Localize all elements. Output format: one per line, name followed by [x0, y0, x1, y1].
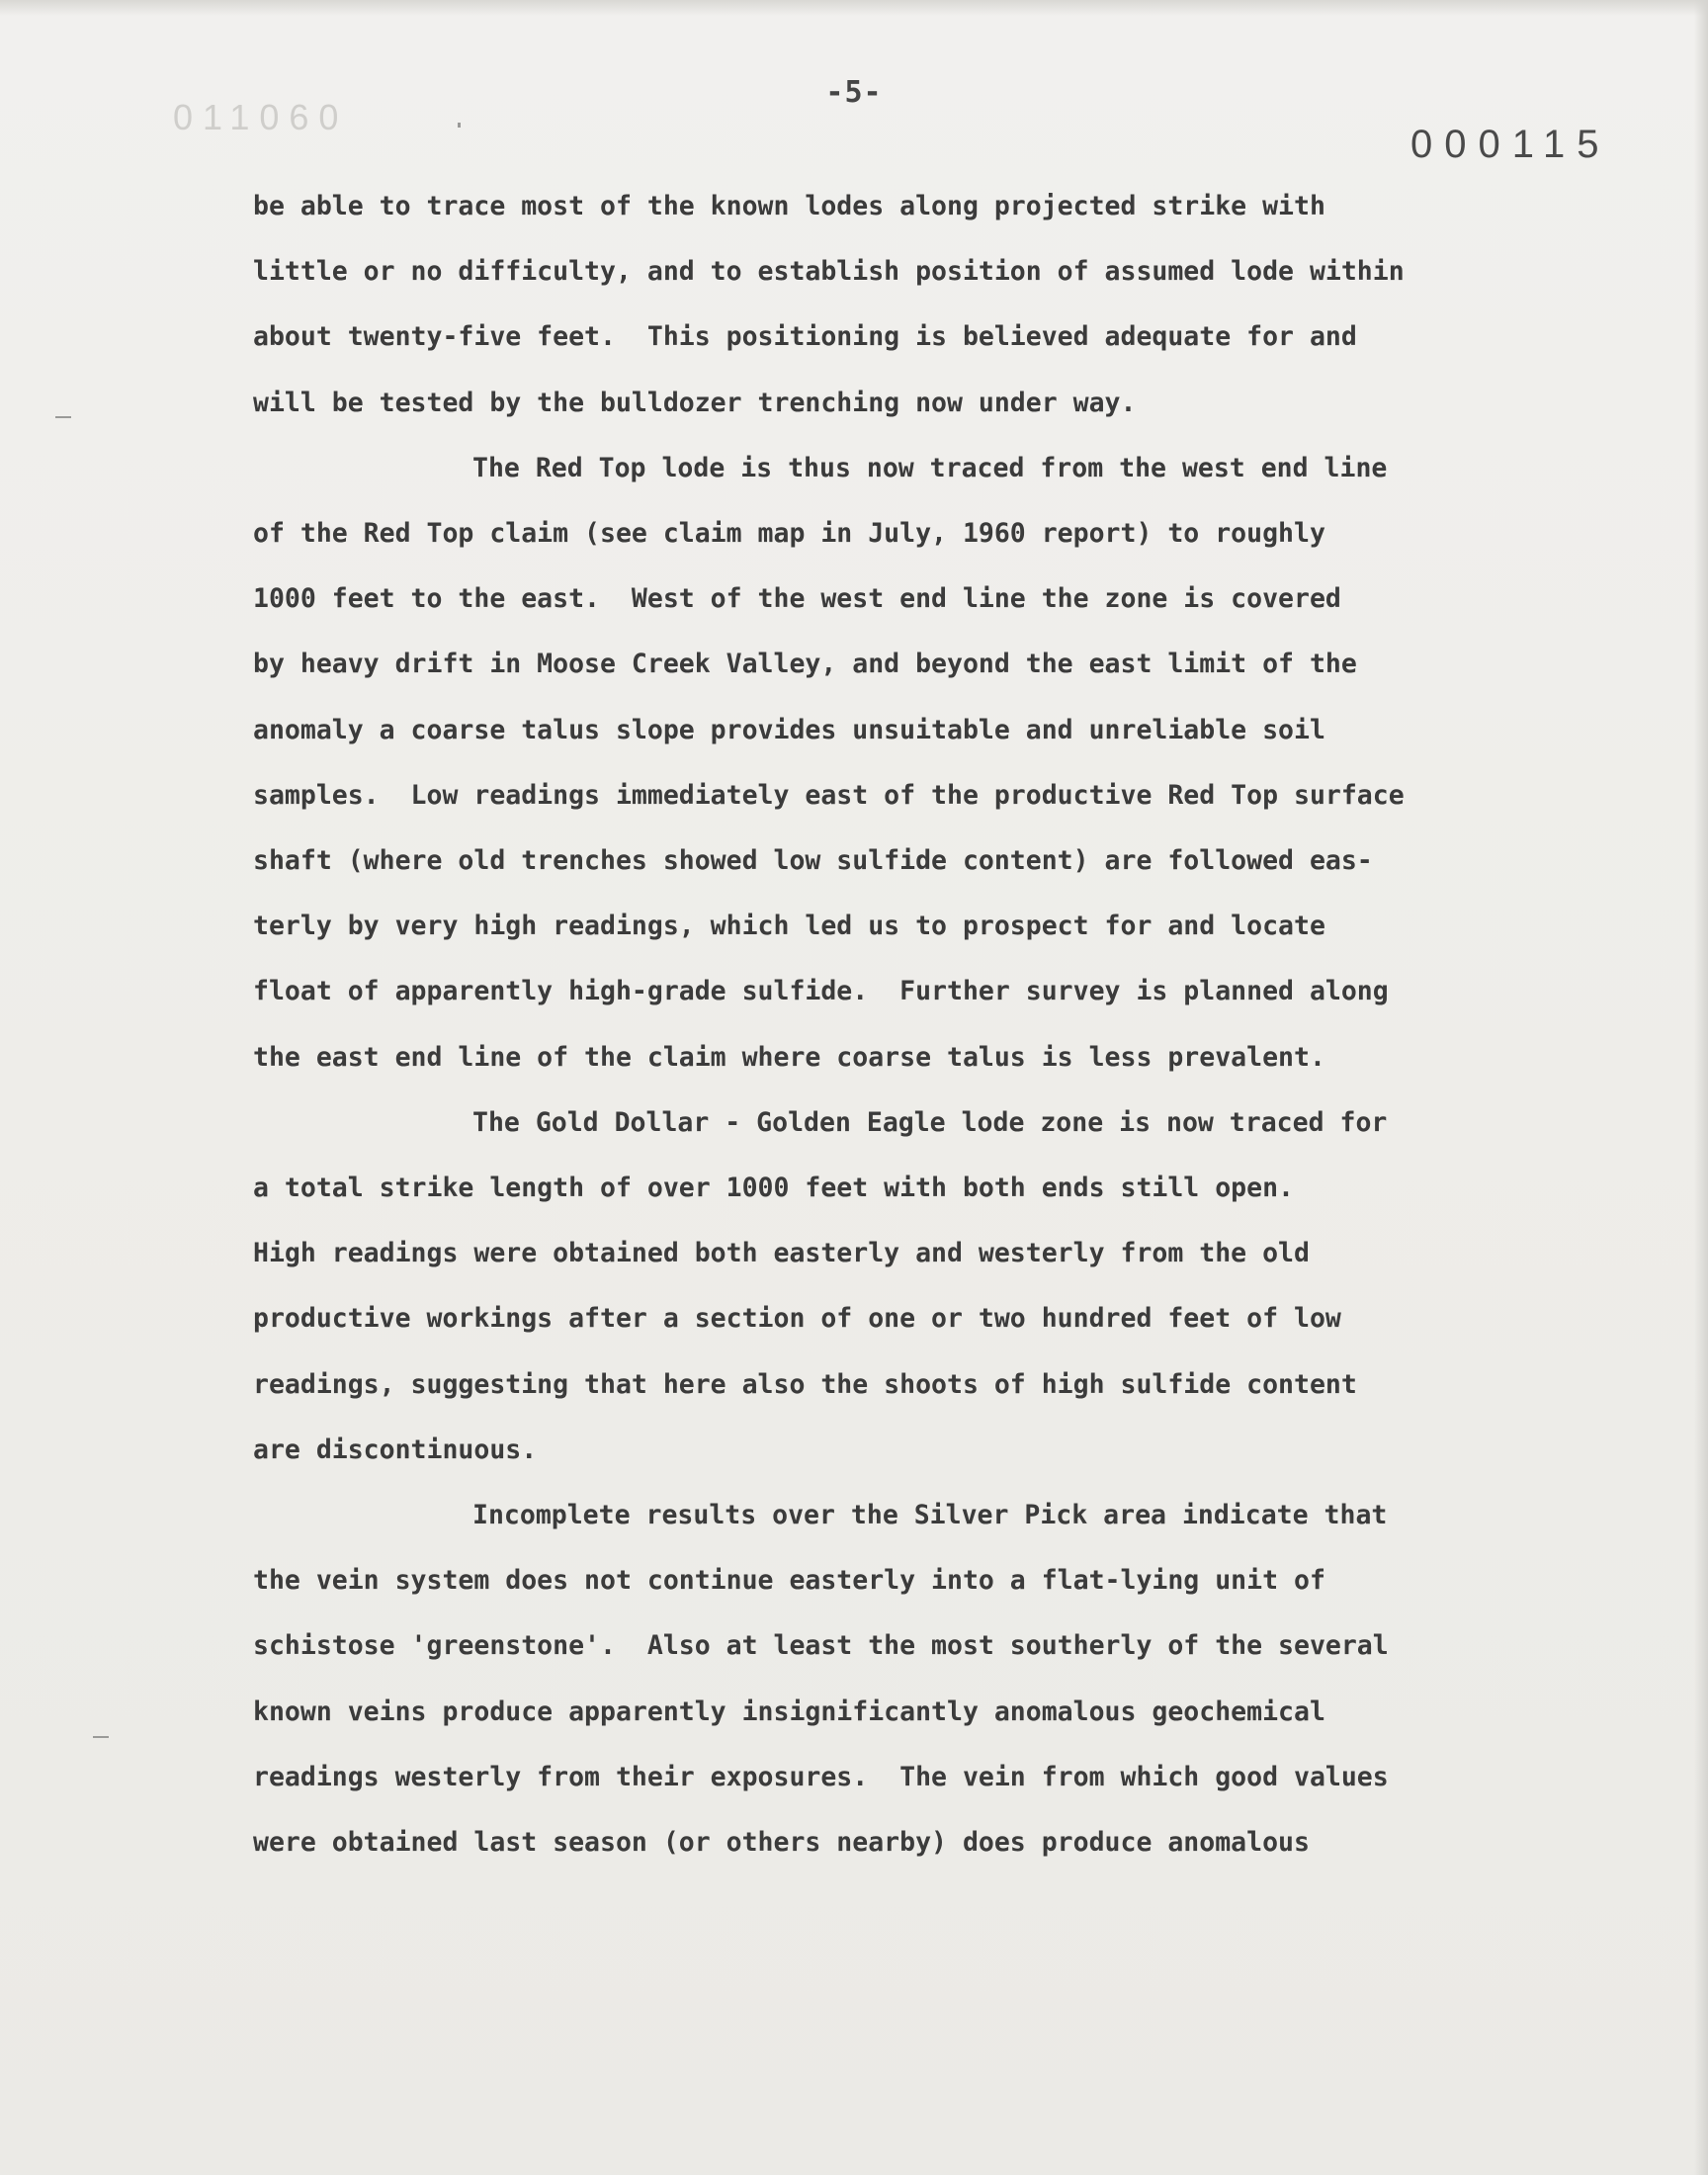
paragraph-4 — [253, 1483, 1518, 1875]
margin-mark — [458, 123, 461, 128]
text-line: the vein system does not continue easterly into a flat-lying unit of — [253, 1565, 1325, 1597]
scan-edge-right — [1694, 0, 1708, 2175]
text-line: will be tested by the bulldozer trenching now under way. — [253, 387, 1137, 418]
text-line: shaft (where old trenches showed low sulfide content) are followed eas- — [253, 845, 1373, 877]
paragraph-1 — [253, 174, 1518, 436]
paragraph-3 — [253, 1090, 1518, 1483]
text-line: of the Red Top claim (see claim map in July, 1960 report) to roughly — [253, 518, 1325, 550]
text-line: productive workings after a section of one or two hundred feet of low — [253, 1303, 1341, 1335]
text-line: little or no difficulty, and to establish position of assumed lode within — [253, 256, 1405, 288]
text-line: readings, suggesting that here also the shoots of high sulfide content — [253, 1368, 1357, 1400]
text-line: be able to trace most of the known lodes along projected strike with — [253, 191, 1325, 221]
text-line: Incomplete results over the Silver Pick area indicate that — [472, 1500, 1388, 1531]
text-line: are discontinuous. — [253, 1434, 538, 1465]
text-line: float of apparently high-grade sulfide. Further survey is planned along — [253, 976, 1389, 1007]
faint-stamp-number: 011060 — [173, 97, 349, 137]
text-line: about twenty-five feet. This positioning is believed adequate for and — [253, 321, 1357, 353]
body-text — [253, 174, 1518, 1875]
text-line: The Red Top lode is thus now traced from the west end line — [472, 452, 1388, 483]
paragraph-2 — [253, 436, 1518, 1090]
text-line: schistose 'greenstone'. Also at least the most southerly of the several — [253, 1630, 1389, 1662]
text-line: 1000 feet to the east. West of the west end line the zone is covered — [253, 583, 1341, 615]
text-line: terly by very high readings, which led us to prospect for and locate — [253, 911, 1325, 942]
text-line: High readings were obtained both easterly and westerly from the old — [253, 1238, 1310, 1269]
text-line: were obtained last season (or others nearby) does produce anomalous — [253, 1827, 1310, 1859]
text-line: the east end line of the claim where coarse talus is less prevalent. — [253, 1041, 1325, 1073]
scan-edge-top — [0, 0, 1708, 16]
text-line: a total strike length of over 1000 feet with both ends still open. — [253, 1173, 1294, 1204]
text-line: anomaly a coarse talus slope provides unsuitable and unreliable soil — [253, 714, 1325, 745]
text-line: samples. Low readings immediately east of the productive Red Top surface — [253, 779, 1405, 811]
text-line: by heavy drift in Moose Creek Valley, and beyond the east limit of the — [253, 649, 1357, 680]
margin-mark — [55, 416, 71, 418]
text-line: known veins produce apparently insignificantly anomalous geochemical — [253, 1696, 1325, 1727]
margin-mark — [93, 1736, 109, 1738]
text-line: readings westerly from their exposures. The vein from which good values — [253, 1761, 1389, 1792]
text-line: The Gold Dollar - Golden Eagle lode zone is now traced for — [472, 1106, 1388, 1138]
page-number: -5- — [825, 75, 883, 110]
bates-number: 000115 — [1410, 123, 1611, 166]
